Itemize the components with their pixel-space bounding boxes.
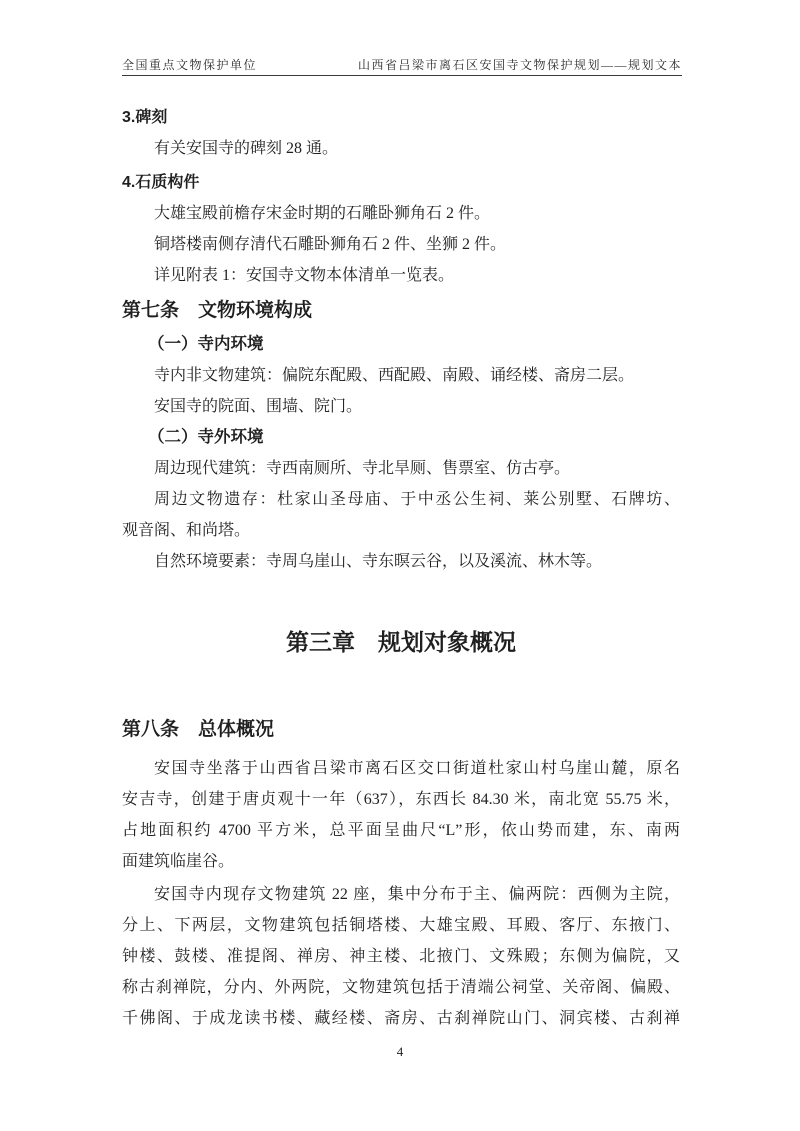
paragraph-overview-2-line4: 称古刹禅院，分内、外两院，文物建筑包括于清端公祠堂、关帝阁、偏殿、: [122, 979, 680, 996]
paragraph-overview-2-line3: 钟楼、鼓楼、准提阁、禅房、神主楼、北掖门、文殊殿；东侧为偏院，又: [122, 948, 680, 965]
paragraph-stone-3: 详见附表 1：安国寺文物本体清单一览表。: [154, 267, 455, 284]
paragraph-outer-env-1: 周边现代建筑：寺西南厕所、寺北旱厕、售票室、仿古亭。: [154, 460, 571, 477]
heading-inner-environment: （一）寺内环境: [148, 335, 264, 353]
header-left-title: 全国重点文物保护单位: [122, 58, 258, 72]
paragraph-inner-env-2: 安国寺的院面、围墙、院门。: [154, 398, 363, 415]
paragraph-overview-1-line3: 占地面积约 4700 平方米，总平面呈曲尺“L”形，依山势而建，东、南两: [122, 822, 680, 839]
paragraph-overview-1-line4: 面建筑临崖谷。: [122, 853, 235, 870]
heading-stone-components: 4.石质构件: [122, 174, 200, 191]
paragraph-outer-env-3: 自然环境要素：寺周乌崖山、寺东暝云谷，以及溪流、林木等。: [154, 553, 603, 570]
heading-chapter-3: 第三章 规划对象概况: [286, 629, 516, 655]
heading-steles: 3.碑刻: [122, 109, 168, 126]
paragraph-outer-env-2-line1: 周边文物遗存：杜家山圣母庙、于中丞公生祠、莱公别墅、石牌坊、: [154, 491, 680, 508]
document-body: [122, 76, 680, 1034]
page-footer: [0, 1044, 800, 1060]
heading-article-8: 第八条 总体概况: [122, 719, 275, 740]
paragraph-stone-1: 大雄宝殿前檐存宋金时期的石雕卧狮角石 2 件。: [154, 205, 491, 222]
paragraph-stone-2: 铜塔楼南侧存清代石雕卧狮角石 2 件、坐狮 2 件。: [154, 236, 507, 253]
paragraph-overview-1-line1: 安国寺坐落于山西省吕梁市离石区交口街道杜家山村乌崖山麓，原名: [154, 760, 680, 777]
header-right-title: 山西省吕梁市离石区安国寺文物保护规划——规划文本: [357, 58, 682, 72]
paragraph-outer-env-2-line2: 观音阁、和尚塔。: [122, 522, 251, 539]
page-number: 4: [396, 1044, 404, 1059]
heading-outer-environment: （二）寺外环境: [148, 428, 264, 446]
paragraph-overview-2-line1: 安国寺内现存文物建筑 22 座，集中分布于主、偏两院：西侧为主院，: [154, 886, 680, 903]
page-header: [122, 56, 682, 76]
paragraph-overview-2-line5: 千佛阁、于成龙读书楼、藏经楼、斋房、古刹禅院山门、洞宾楼、古刹禅: [122, 1010, 680, 1027]
paragraph-inner-env-1: 寺内非文物建筑：偏院东配殿、西配殿、南殿、诵经楼、斋房二层。: [154, 367, 635, 384]
paragraph-overview-2-line2: 分上、下两层，文物建筑包括铜塔楼、大雄宝殿、耳殿、客厅、东掖门、: [122, 917, 680, 934]
paragraph-steles: 有关安国寺的碑刻 28 通。: [154, 140, 339, 157]
heading-article-7: 第七条 文物环境构成: [122, 300, 313, 321]
paragraph-overview-1-line2: 安吉寺，创建于唐贞观十一年（637），东西长 84.30 米，南北宽 55.75 米，: [122, 791, 680, 808]
